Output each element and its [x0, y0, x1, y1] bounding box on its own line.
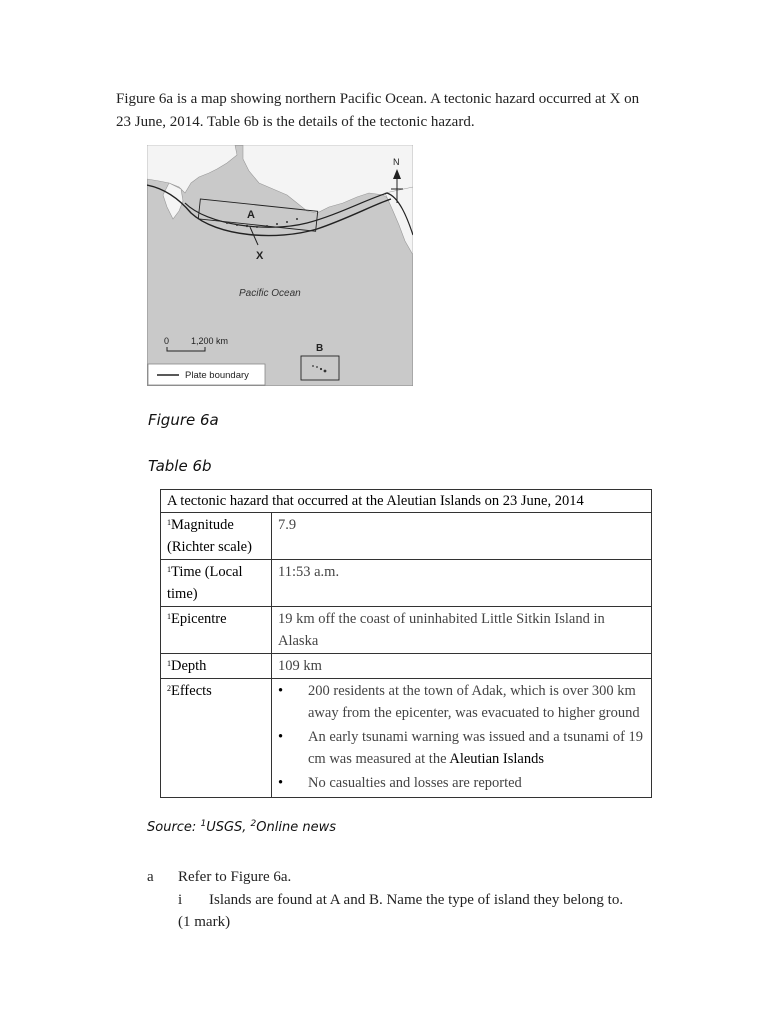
scale-distance: 1,200 km [191, 336, 229, 346]
row-label-text: Effects [171, 683, 212, 699]
table-row [161, 513, 652, 560]
figure-caption: Figure 6a [148, 411, 219, 429]
question-a-marker: a [147, 869, 154, 885]
question-i-marker: i [178, 892, 183, 908]
table-row [161, 607, 652, 654]
footnote-marker: 2 [167, 684, 171, 693]
row-label [161, 607, 272, 654]
bullet-icon: • [278, 775, 284, 791]
table-row-effects [161, 679, 652, 798]
list-item [278, 772, 645, 794]
source-2: Online news [256, 820, 336, 835]
footnote-marker: 1 [167, 612, 171, 621]
list-item [278, 726, 645, 770]
bullet-icon: • [278, 683, 284, 699]
row-label [161, 513, 272, 560]
footnote-marker: 1 [167, 659, 171, 668]
table-caption: Table 6b [148, 457, 212, 475]
row-label [161, 654, 272, 679]
source-prefix: Source: [147, 820, 201, 835]
effects-list-cell [272, 679, 652, 798]
row-label-text: Epicentre [171, 611, 227, 627]
ocean-label: Pacific Ocean [239, 288, 301, 299]
label-b: B [316, 343, 324, 354]
scale-zero: 0 [164, 336, 170, 346]
row-value: 7.9 [272, 513, 652, 560]
row-value: 11:53 a.m. [272, 560, 652, 607]
row-label-text: Magnitude (Richter scale) [167, 517, 252, 555]
table-row [161, 560, 652, 607]
table-header: A tectonic hazard that occurred at the Aleutian Islands on 23 June, 2014 [161, 490, 652, 513]
list-item [278, 680, 645, 724]
label-x: X [256, 250, 264, 262]
row-label-text: Depth [171, 658, 207, 674]
footnote-marker: 2 [250, 819, 257, 829]
label-a: A [247, 209, 255, 221]
footnote-marker: 1 [167, 518, 171, 527]
row-value: 109 km [272, 654, 652, 679]
figure-6a-map [147, 145, 413, 386]
effect-text: No casualties and losses are reported [308, 775, 522, 791]
table-row [161, 654, 652, 679]
north-label: N [393, 157, 400, 167]
table-header-row [161, 490, 652, 513]
intro-paragraph: Figure 6a is a map showing northern Pacific Ocean. A tectonic hazard occurred at X on 23 June, 2014. Table 6b is the details of the tectonic hazard. [116, 91, 640, 130]
row-label-text: Time (Local time) [167, 564, 243, 602]
source-note [147, 820, 336, 835]
hazard-table [160, 489, 652, 798]
effect-text: 200 residents at the town of Adak, which is over 300 km away from the epicenter, was evacuated to higher ground [308, 683, 640, 721]
question-i-text: Islands are found at A and B. Name the type of island they belong to. [209, 892, 624, 908]
question-a-text: Refer to Figure 6a. [178, 869, 292, 885]
row-label [161, 560, 272, 607]
bullet-icon: • [278, 729, 284, 745]
footnote-marker: 1 [167, 565, 171, 574]
row-value: 19 km off the coast of uninhabited Little Sitkin Island in Alaska [272, 607, 652, 654]
source-1: USGS, [206, 820, 251, 835]
effects-list [278, 680, 645, 794]
effect-bold-text: Aleutian Islands [449, 751, 544, 767]
footnote-marker: 1 [200, 819, 207, 829]
effect-text: An early tsunami warning was issued and a tsunami of 19 cm was measured at the [308, 729, 644, 767]
question-marks: (1 mark) [178, 914, 231, 930]
legend-label: Plate boundary [185, 370, 249, 381]
row-label [161, 679, 272, 798]
